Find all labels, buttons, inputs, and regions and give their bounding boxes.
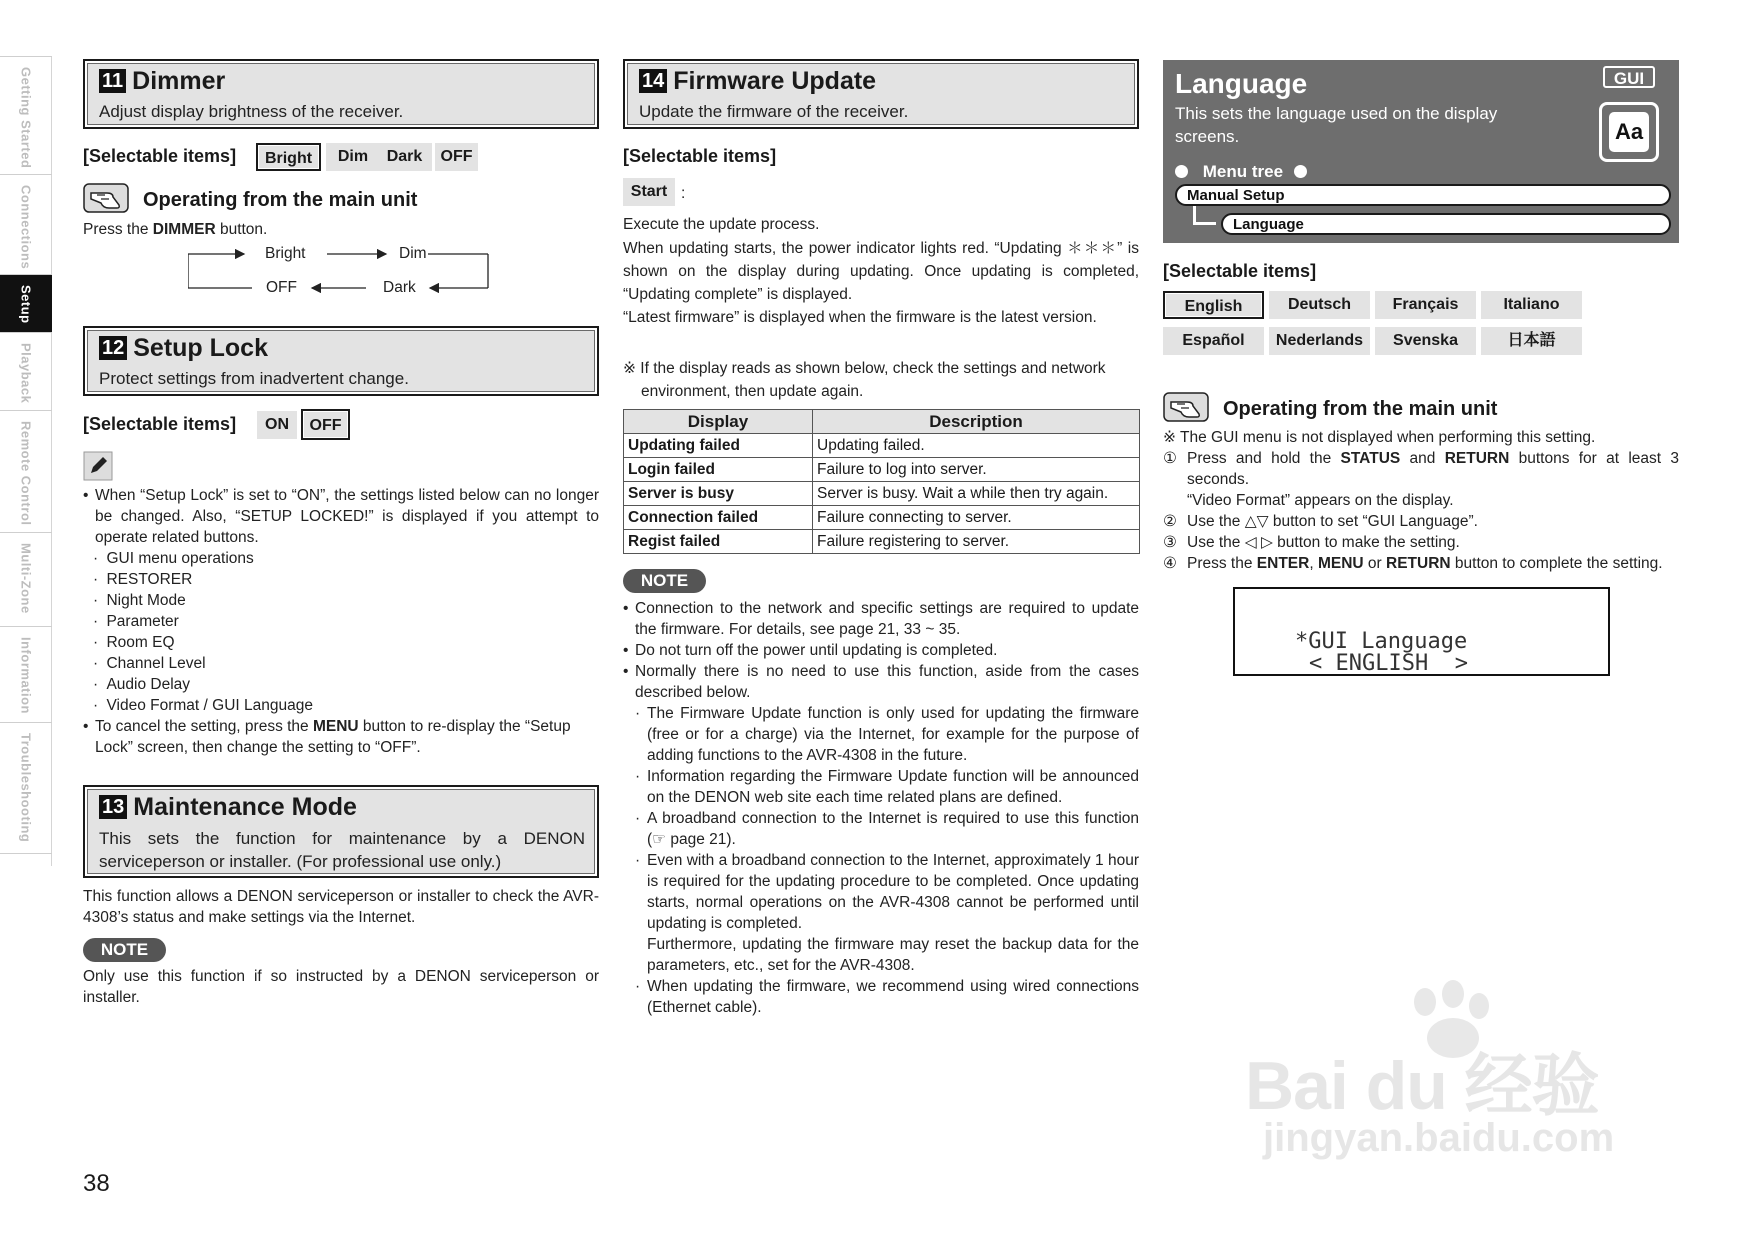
dimmer-press-text: Press the DIMMER button. <box>83 221 268 238</box>
dimmer-option-bright[interactable]: Bright <box>256 143 321 171</box>
tab-multi-zone[interactable] <box>0 532 52 627</box>
cycle-bright: Bright <box>265 245 306 262</box>
tab-label: Remote Control <box>18 421 34 526</box>
section-title: Setup Lock <box>133 334 268 362</box>
list-item: · Even with a broadband connection to the Internet, approximately 1 hour is required for the updating procedure to be completed. Once updating starts, normal operations on the AVR-4308 cannot be performed until updating is completed. <box>635 852 1139 932</box>
list-item: • Connection to the network and specific settings are required to update the firmware. For details, see page 21, 33 ~ 35. <box>623 600 1139 638</box>
dimmer-cycle-diagram <box>188 244 498 294</box>
step-1-note: “Video Format” appears on the display. <box>1187 492 1454 509</box>
tab-label: Connections <box>18 185 34 270</box>
maintenance-note-badge: NOTE <box>83 938 166 962</box>
watermark-text: Bai du 经验 <box>1245 1048 1599 1124</box>
cycle-dark: Dark <box>383 279 416 296</box>
table-row: Login failed Failure to log into server. <box>624 458 1140 482</box>
firmware-mark-note: ※ If the display reads as shown below, check the settings and network environment, then update again. <box>623 360 1106 400</box>
lcd-display <box>1233 587 1610 676</box>
section-number: 12 <box>99 336 127 360</box>
tab-label: Information <box>18 637 34 714</box>
firmware-note-badge: NOTE <box>623 569 706 593</box>
language-aa-icon <box>1599 102 1659 162</box>
firmware-selectable-label: [Selectable items] <box>623 146 777 166</box>
maintenance-note: Only use this function if so instructed by a DENON serviceperson or installer. <box>83 968 599 1006</box>
step-2: ② Use the △▽ button to set “GUI Language”. <box>1163 513 1478 530</box>
language-option-english[interactable]: English <box>1163 291 1264 319</box>
lcd-line-1: *GUI Language <box>1295 629 1468 654</box>
list-item: · GUI menu operations <box>93 550 254 567</box>
start-colon: : <box>681 185 686 202</box>
step-1: ① Press and hold the STATUS and RETURN buttons for at least 3 seconds. <box>1163 450 1679 488</box>
dimmer-title <box>99 67 225 96</box>
list-item: • Do not turn off the power until updating is completed. <box>623 642 998 659</box>
section-title: Dimmer <box>132 67 226 95</box>
language-header <box>1163 60 1679 243</box>
setup-lock-list <box>93 548 593 716</box>
page-number: 38 <box>83 1170 110 1197</box>
watermark-url: jingyan.baidu.com <box>1263 1116 1615 1160</box>
setup-lock-subtitle: Protect settings from inadvertent change. <box>99 369 409 388</box>
list-item: · Audio Delay <box>93 676 191 693</box>
tab-label: Getting Started <box>18 67 34 169</box>
step-4: ④ Press the ENTER, MENU or RETURN button to complete the setting. <box>1163 555 1663 572</box>
section-title: Maintenance Mode <box>133 793 357 821</box>
bullet-dot-icon <box>1294 165 1307 178</box>
list-item: Furthermore, updating the firmware may reset the backup data for the parameters, etc., set for the AVR-4308. <box>647 936 1139 974</box>
maintenance-title <box>99 793 357 822</box>
tab-getting-started[interactable] <box>0 56 52 175</box>
maintenance-subtitle: This sets the function for maintenance by a DENON serviceperson or installer. (For professional use only.) <box>99 829 585 871</box>
list-item: · Parameter <box>93 613 179 630</box>
list-item: · The Firmware Update function is only used for updating the firmware (free or for a charge) via the Internet, for example for the purpose of adding functions to the AVR-4308 in the future. <box>635 705 1139 764</box>
cycle-dim: Dim <box>399 245 427 262</box>
dimmer-selectable-label: [Selectable items] <box>83 146 237 166</box>
dimmer-header <box>83 59 599 129</box>
firmware-para-2: When updating starts, the power indicator lights red. “Updating ＊＊＊” is shown on the display during updating. Once updating is completed, “Updating complete” is displayed. <box>623 240 1139 303</box>
tab-connections[interactable] <box>0 174 52 275</box>
menu-tree-label: Menu tree <box>1175 162 1307 182</box>
tab-label: Playback <box>18 343 34 404</box>
language-mark-note: ※ The GUI menu is not displayed when performing this setting. <box>1163 429 1596 446</box>
dimmer-option-dim[interactable]: Dim <box>326 143 380 171</box>
tab-playback[interactable] <box>0 332 52 411</box>
firmware-para-1: Execute the update process. <box>623 216 820 233</box>
setup-lock-header <box>83 326 599 396</box>
firmware-notes <box>623 598 1139 1018</box>
tab-troubleshooting[interactable] <box>0 722 52 854</box>
language-option-nederlands[interactable]: Nederlands <box>1269 327 1370 355</box>
dimmer-option-off[interactable]: OFF <box>435 143 478 171</box>
table-row: Connection failed Failure connecting to server. <box>624 506 1140 530</box>
hand-pointer-icon <box>1163 392 1209 422</box>
language-option-deutsch[interactable]: Deutsch <box>1269 291 1370 319</box>
bullet-dot-icon <box>1175 165 1188 178</box>
list-item: · Night Mode <box>93 592 186 609</box>
table-row: Server is busy Server is busy. Wait a while then try again. <box>624 482 1140 506</box>
lcd-line-2: < ENGLISH > <box>1309 651 1468 676</box>
hand-pointer-icon <box>83 183 129 213</box>
list-item: • Normally there is no need to use this function, aside from the cases described below. <box>623 663 1139 701</box>
list-item: · A broadband connection to the Internet is required to use this function (☞ page 21). <box>635 810 1139 848</box>
pencil-icon <box>83 451 113 481</box>
language-operating-title: Operating from the main unit <box>1223 398 1498 420</box>
table-row: Updating failed Updating failed. <box>624 434 1140 458</box>
language-subtitle: This sets the language used on the display screens. <box>1175 104 1498 146</box>
language-option-italiano[interactable]: Italiano <box>1481 291 1582 319</box>
section-number: 11 <box>99 69 126 93</box>
firmware-error-table <box>623 409 1140 554</box>
maintenance-header <box>83 785 599 878</box>
dimmer-subtitle: Adjust display brightness of the receiver. <box>99 102 404 121</box>
list-item: · RESTORER <box>93 571 193 588</box>
firmware-subtitle: Update the firmware of the receiver. <box>639 102 909 121</box>
baidu-watermark <box>1245 980 1665 1170</box>
table-header-display: Display <box>624 410 813 434</box>
tree-connector <box>1193 206 1216 225</box>
dimmer-button-name: DIMMER <box>152 221 216 238</box>
setup-lock-option-on[interactable]: ON <box>257 411 297 439</box>
list-item: · Channel Level <box>93 655 206 672</box>
tab-setup[interactable] <box>0 274 52 333</box>
gui-badge: GUI <box>1603 66 1655 88</box>
firmware-para-3: “Latest firmware” is displayed when the firmware is the latest version. <box>623 309 1097 326</box>
setup-lock-option-off[interactable]: OFF <box>301 409 350 440</box>
tab-label: Setup <box>18 285 34 324</box>
language-option-francais[interactable]: Français <box>1375 291 1476 319</box>
maintenance-body: This function allows a DENON serviceperson or installer to check the AVR-4308’s status and make settings via the Internet. <box>83 888 599 926</box>
setup-lock-bullet-1: • When “Setup Lock” is set to “ON”, the settings listed below can no longer be changed. Also, “SETUP LOCKED!” is displayed if you attempt to operate related buttons. <box>83 487 599 546</box>
language-selectable-label: [Selectable items] <box>1163 261 1317 281</box>
setup-lock-bullet-2: • To cancel the setting, press the MENU button to re-display the “Setup Lock” screen, then change the setting to “OFF”. <box>83 718 571 756</box>
dimmer-operating-title: Operating from the main unit <box>143 189 418 211</box>
list-item: · When updating the firmware, we recommend using wired connections (Ethernet cable). <box>635 978 1139 1016</box>
cycle-off: OFF <box>266 279 297 296</box>
tab-label: Troubleshooting <box>18 733 34 843</box>
tab-label: Multi-Zone <box>18 543 34 614</box>
language-option-espanol[interactable]: Español <box>1163 327 1264 355</box>
step-3: ③ Use the ◁ ▷ button to make the setting. <box>1163 534 1460 551</box>
section-title: Firmware Update <box>673 67 877 95</box>
firmware-title <box>639 67 876 96</box>
tree-manual-setup: Manual Setup <box>1175 184 1671 206</box>
table-header-description: Description <box>813 410 1140 434</box>
language-steps <box>1163 448 1679 574</box>
list-item: · Information regarding the Firmware Update function will be announced on the DENON web site each time related plans are defined. <box>635 768 1139 806</box>
table-row: Regist failed Failure registering to server. <box>624 530 1140 554</box>
language-option-svenska[interactable]: Svenska <box>1375 327 1476 355</box>
list-item: · Room EQ <box>93 634 175 651</box>
tree-language: Language <box>1221 213 1671 235</box>
firmware-header <box>623 59 1139 129</box>
section-number: 14 <box>639 69 667 93</box>
menu-button-name: MENU <box>312 718 359 735</box>
aa-icon-glyph: Aa <box>1609 112 1649 152</box>
firmware-start-button[interactable]: Start <box>623 178 675 206</box>
language-option-japanese[interactable]: 日本語 <box>1481 327 1582 355</box>
list-item: · Video Format / GUI Language <box>93 697 313 714</box>
tab-remote-control[interactable] <box>0 410 52 533</box>
section-number: 13 <box>99 795 127 819</box>
tab-information[interactable] <box>0 626 52 723</box>
setup-lock-selectable-label: [Selectable items] <box>83 414 237 434</box>
setup-lock-title <box>99 334 268 363</box>
dimmer-option-dark[interactable]: Dark <box>377 143 432 171</box>
language-title: Language <box>1175 68 1308 99</box>
